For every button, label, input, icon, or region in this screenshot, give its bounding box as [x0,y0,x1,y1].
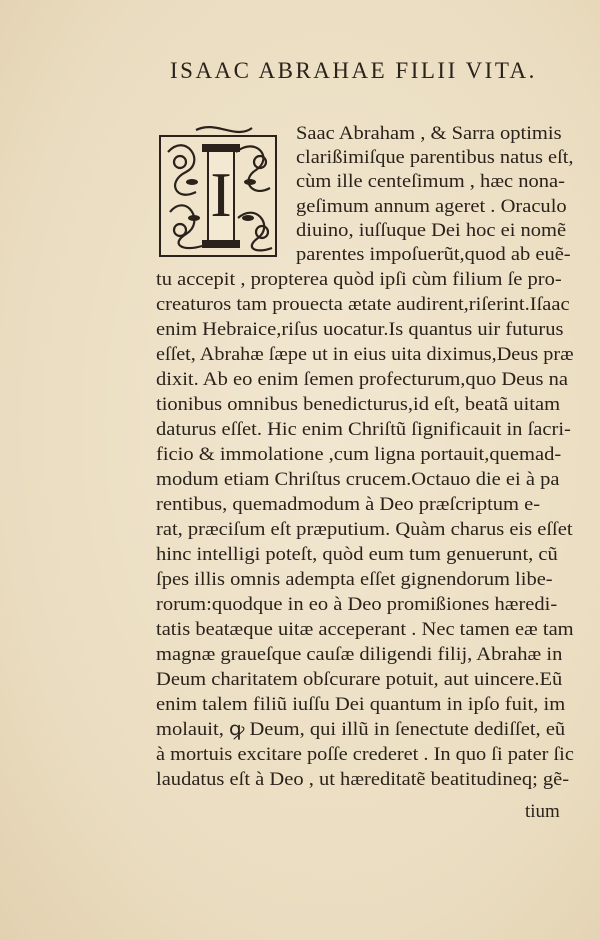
initial-letter: I [210,159,232,230]
text-line: Deum charitatem obſcurare potuit, aut uincere.Eũ [156,669,563,690]
decorated-initial [156,122,286,260]
text-line: rentibus, quemadmodum à Deo præſcriptum e- [156,494,541,515]
text-line: ficio & immolatione ,cum ligna portauit,quemad- [156,444,562,465]
text-line: tu accepit , propterea quòd ipſi cùm filium ſe pro- [156,269,562,290]
text-line: ſpes illis omnis adempta eſſet gignendorum libe- [156,569,553,590]
text-line: daturus eſſet. Hic enim Chriſtũ ſignificauit in ſacri- [156,419,571,440]
text-line: magnæ graueſque cauſæ diligendi filij, Abrahæ in [156,644,563,665]
running-title: ISAAC ABRAHAE FILII VITA. [170,58,537,83]
text-line: rat, præciſum eſt præputium. Quàm charus eis eſſet [156,519,573,540]
text-line: enim talem filiũ iuſſu Dei quantum in ipſo fuit, im [156,694,566,715]
ornamental-foliage-icon [156,122,286,260]
text-line: cùm ille centeſimum , hæc nona- [296,171,565,192]
text-line: hinc intelligi poteſt, quòd eum tum genuerunt, cũ [156,544,558,565]
text-line: dixit. Ab eo enim ſemen profecturum,quo Deus na [156,369,569,390]
text-line: rorum:quodque in eo à Deo promißiones hæredi- [156,594,558,615]
text-line: modum etiam Chriſtus crucem.Octauo die ei à pa [156,469,560,490]
text-line: Saac Abraham , & Sarra optimis [296,123,562,144]
text-line: à mortuis excitare poſſe crederet . In quo ſi pater ſic [156,744,574,765]
text-line: geſimum annum ageret . Oraculo [296,196,567,217]
text-line: eſſet, Abrahæ ſæpe ut in eius uita diximus,Deus præ [156,344,574,365]
catchword: tium [525,801,560,822]
text-line: diuino, iuſſuque Dei hoc ei nomẽ [296,220,567,241]
text-line: laudatus eſt à Deo , ut hæreditatẽ beatitudineq; gẽ- [156,769,570,790]
text-line: enim Hebraice,riſus uocatur.Is quantus uir futurus [156,319,564,340]
text-line: clarißimiſque parentibus natus eſt, [296,147,574,168]
text-line: molauit, ꝙ Deum, qui illũ in ſenectute dediſſet, eũ [156,719,566,740]
text-line: tatis beatæque uitæ acceperant . Nec tamen eæ tam [156,619,574,640]
text-line: parentes impoſuerũt,quod ab euẽ- [296,244,571,265]
text-line: tionibus omnibus benedicturus,id eſt, beatã uitam [156,394,561,415]
text-line: creaturos tam prouecta ætate audirent,riſerint.Iſaac [156,294,570,315]
